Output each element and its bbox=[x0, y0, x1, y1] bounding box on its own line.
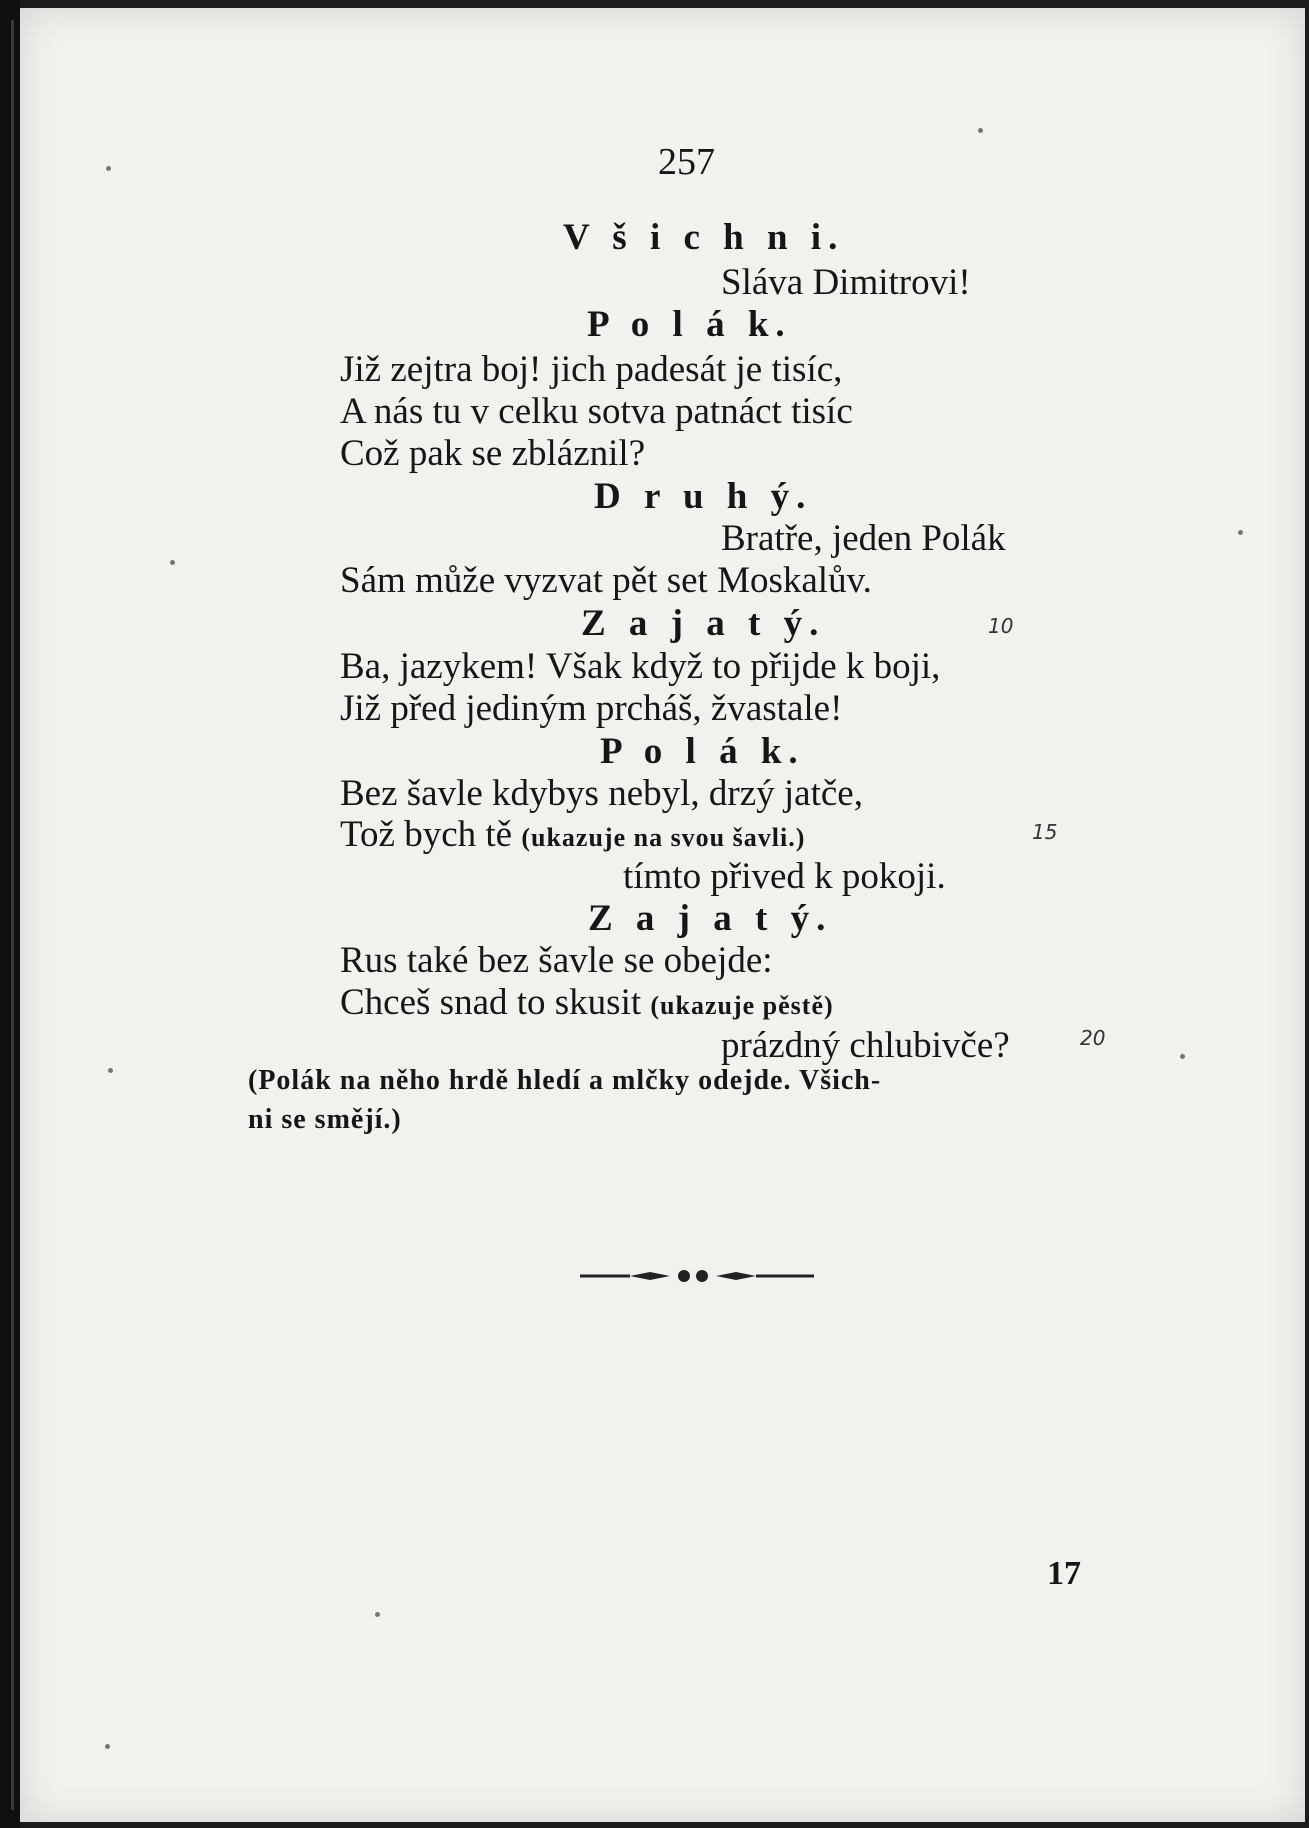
verse-line: Ba, jazykem! Však když to přijde k boji, bbox=[340, 646, 941, 687]
speaker-polak: P o l á k. bbox=[587, 304, 792, 345]
paper-speck bbox=[105, 1744, 110, 1749]
speaker-zajaty: Z a j a t ý. bbox=[581, 603, 826, 644]
margin-annotation: 20 bbox=[1080, 1026, 1106, 1050]
stage-direction: ni se smějí.) bbox=[248, 1104, 402, 1135]
verse-line bbox=[340, 983, 834, 1026]
verse-line: Již před jediným prcháš, žvastale! bbox=[340, 688, 843, 729]
verse-line: Rus také bez šavle se obejde: bbox=[340, 940, 773, 981]
verse-line: Sám může vyzvat pět set Moskalův. bbox=[340, 560, 872, 601]
signature-mark: 17 bbox=[1047, 1555, 1081, 1592]
paper-speck bbox=[1238, 530, 1243, 535]
verse-line: Což pak se zbláznil? bbox=[340, 433, 646, 474]
verse-text: Tož bych tě bbox=[340, 814, 513, 855]
verse-line: Již zejtra boj! jich padesát je tisíc, bbox=[340, 349, 843, 390]
verse-line: tímto přived k pokoji. bbox=[623, 856, 946, 897]
margin-annotation: 10 bbox=[988, 614, 1014, 638]
paper-speck bbox=[1180, 1054, 1185, 1059]
verse-line: Bratře, jeden Polák bbox=[721, 518, 1006, 559]
verse-line bbox=[340, 815, 805, 858]
page-number: 257 bbox=[658, 141, 715, 183]
book-page bbox=[20, 8, 1305, 1822]
speaker-vsichni: V š i c h n i. bbox=[563, 217, 845, 258]
paper-speck bbox=[375, 1612, 380, 1617]
paper-speck bbox=[170, 560, 175, 565]
ornament-divider bbox=[580, 1264, 814, 1288]
stage-direction: (ukazuje na svou šavli.) bbox=[521, 823, 806, 852]
paper-speck bbox=[978, 128, 983, 133]
stage-direction: (Polák na něho hrdě hledí a mlčky odejde. Všich- bbox=[248, 1065, 882, 1096]
margin-annotation: 15 bbox=[1032, 820, 1058, 844]
verse-line: Bez šavle kdybys nebyl, drzý jatče, bbox=[340, 773, 863, 814]
stage-direction: (ukazuje pěstě) bbox=[650, 991, 834, 1020]
verse-text: Chceš snad to skusit bbox=[340, 982, 642, 1023]
verse-line: prázdný chlubivče? bbox=[721, 1025, 1010, 1066]
verse-line: A nás tu v celku sotva patnáct tisíc bbox=[340, 391, 853, 432]
speaker-polak: P o l á k. bbox=[600, 731, 805, 772]
book-spine-edge bbox=[0, 0, 20, 1828]
verse-line: Sláva Dimitrovi! bbox=[721, 262, 971, 303]
paper-speck bbox=[106, 166, 111, 171]
speaker-zajaty: Z a j a t ý. bbox=[588, 898, 833, 939]
speaker-druhy: D r u h ý. bbox=[594, 476, 813, 517]
paper-speck bbox=[108, 1068, 113, 1073]
